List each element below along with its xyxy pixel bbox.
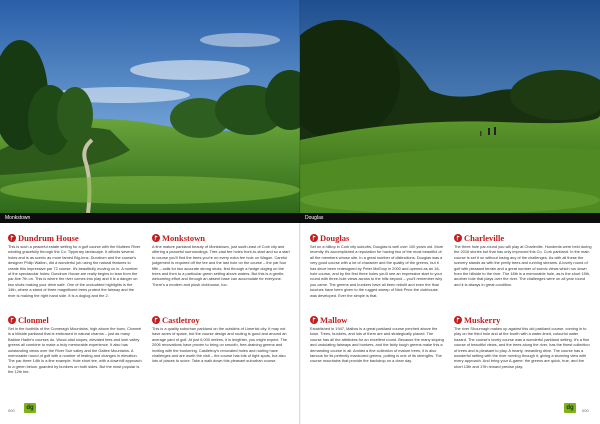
article-clonmel [8,314,142,375]
article-title: Castletroy [162,314,200,325]
article-body: The river Shournagh makes up against this old parkland course, coming in to play on the third hole and at the fourth with a water-lined, colourful water hazard. The course's lovely course was a wonderful parkland setting. It's a fine course of beautiful views, and the trees along the river, has the finest collection of trees and is pleasant to play. A hearty, rewarding drive. The course has a wonderful setting with the river running through it, giving a stunning view with every approach. And bring your A-game: the greens are quick, true, and the short 13th and 17th reward precise play. [454,326,590,369]
article-charleville [454,232,592,287]
article-douglas [310,232,444,298]
article-monkstown [152,232,290,287]
article-body: The three hole par-round you will play at Charleville. Hundreds were held during the 2016 stories but that has only improved this Co. Cork parkland. In the main course is set it on without losing any of the challenges. As with all these the scenery stands as with the pretty trees and running streams. A lovely round of golf with pleasant terrain and a great number of scenic views which run down from the hillside to the river. The 18th is a memorable hole, as is the short 15th, another hole that plays over the river. The challenges were on all year round and it is always in great condition. [454,244,592,287]
article-title: Monkstown [162,232,205,243]
left-caption-bar [0,213,300,223]
right-photo-caption: Douglas [305,215,324,221]
golf-flag-icon [8,316,16,324]
left-course-photo [0,0,300,213]
golf-flag-icon [454,316,462,324]
golf-flag-icon [310,316,318,324]
dg-logo-badge: dg [24,403,36,413]
golf-flag-icon [8,234,16,242]
article-title: Douglas [320,232,350,243]
left-photo-caption: Monkstown [5,215,31,221]
right-caption-bar [300,213,600,223]
article-body: This is such a peaceful estate setting for a golf course with the Multeen River winding gracefully through the Co. Tipperary landscape. It affords several holes and is as scenic as more famed Big-Inns. Dundrum and the course's designer Philip Walton, did a wonderful job using the natural features to create this impressive par 72 course. It's beautifully moving on in. A number of the spectacular holes: Dundrum House are really begins to lean from the par-five 7th on. This is where the river comes into play and it is a danger on two shots making your drive safe. One of the undoubted highlights is the 14th, where a stand of three magnificent trees protect the fairway and the river is making the right hand side. It is a doglog and the 2. [8,244,141,298]
article-body: This is a quality suburban parkland on the outskirts of Limerick city. It may not have acres of space, but the course design and routing is good and around an average yard of golf. At just 6,000 metres, it is lengthier, you might expect. The 2006 renovations have proven to bring on smooth, free-draining greens and inviting with the bunkering. Castletroy's renovated holes and routing have challenges and are worth the visit – the course has lots of tight spots, but also lots of places to score. Take a walk down this pleasant suburban course. [152,326,288,364]
article-title: Clonmel [18,314,49,325]
article-title: Charleville [464,232,505,243]
article-muskerry [454,314,592,369]
article-castletroy [152,314,290,364]
golf-flag-icon [454,234,462,242]
dg-logo-badge: dg [564,403,576,413]
article-dundrum-house [8,232,142,298]
article-body: A fine mature parkland beauty of Monkstown, just south-east of Cork city and offering a peaceful surroundings. Tree-clad fee holes front-to-start and so a start to course you'll find the trees you're on every extra fee hole on Wagon. Careful judgement is required off the tee and the last hole on the course – the par four fifth – calls for two accurate strong shots, first through a hedge dogleg on the trees and then to a particular green setting above waters. But this is a gentle, welcoming effort and through an absent base can accumulate for everyone. There's a modern and plush clubhouse, too. [152,244,290,287]
article-title: Dundrum House [18,232,79,243]
golf-flag-icon [152,234,160,242]
article-body: Set on a hilltop in Cork city suburbs, Douglas is well over 100 years old. More recently it's accomplished a reputation for having two of the most beautiful of all the members whose site. In a great number of distinctions. Douglas was a very good course with a lot of character and the quality of the greens, but it has since been redesigned by Peter McEvoy in 2000 and opened as an 18-hole course, and by the first three holes you'll see an impressive start to your round with three-hole views across to the hills beyond – you'll remember why you came. The greens and bunkers have all been rebuilt and even the final touches have been given to the rugged sweep of Nick Price the clubhouse was developed. Ever the simple is that. [310,244,444,298]
article-mallow [310,314,444,364]
article-body: Established in 1947, Mallow is a great parkland course perched above the town. Trees, bunkers, and lots of them are and strategically placed. The course has all the attributes for an excellent round. Because the many sloping and undulating fairways and bunkers, and the fairly tough greens make this a demanding course in all. Amidst a fine collection of mature trees, it is also famous for its perfectly manicured greens, putting is one of its strengths. The course mountains that provide the backdrop on a clear day. [310,326,444,364]
golf-flag-icon [310,234,318,242]
article-title: Mallow [320,314,348,325]
right-course-photo [300,0,600,213]
article-body: Set in the foothills of the Comeragh Mountains, high above the town, Clonmel is a hillside parkland that is embraced in natural charms – just as many Baldoe Hadle's courses do. Wood-clad slopes, elevated tees and lush valley greens all combine to make a truly memorable experience. It also has outstanding views over the River Suir valley and the Galtee Mountains. A memorable round of golf with a number of testing and changes in elevation. The par-three 14th is a fine example. Hole short tee, with a downhill approach to a green below, guarded by bunkers on both sides. But the most popular is the 12th tee. [8,326,142,375]
right-page [300,0,600,424]
right-page-number: 000 [582,408,589,413]
article-title: Muskerry [464,314,501,325]
spine-gutter [299,0,301,424]
golf-flag-icon [152,316,160,324]
left-page-number: 000 [8,408,15,413]
